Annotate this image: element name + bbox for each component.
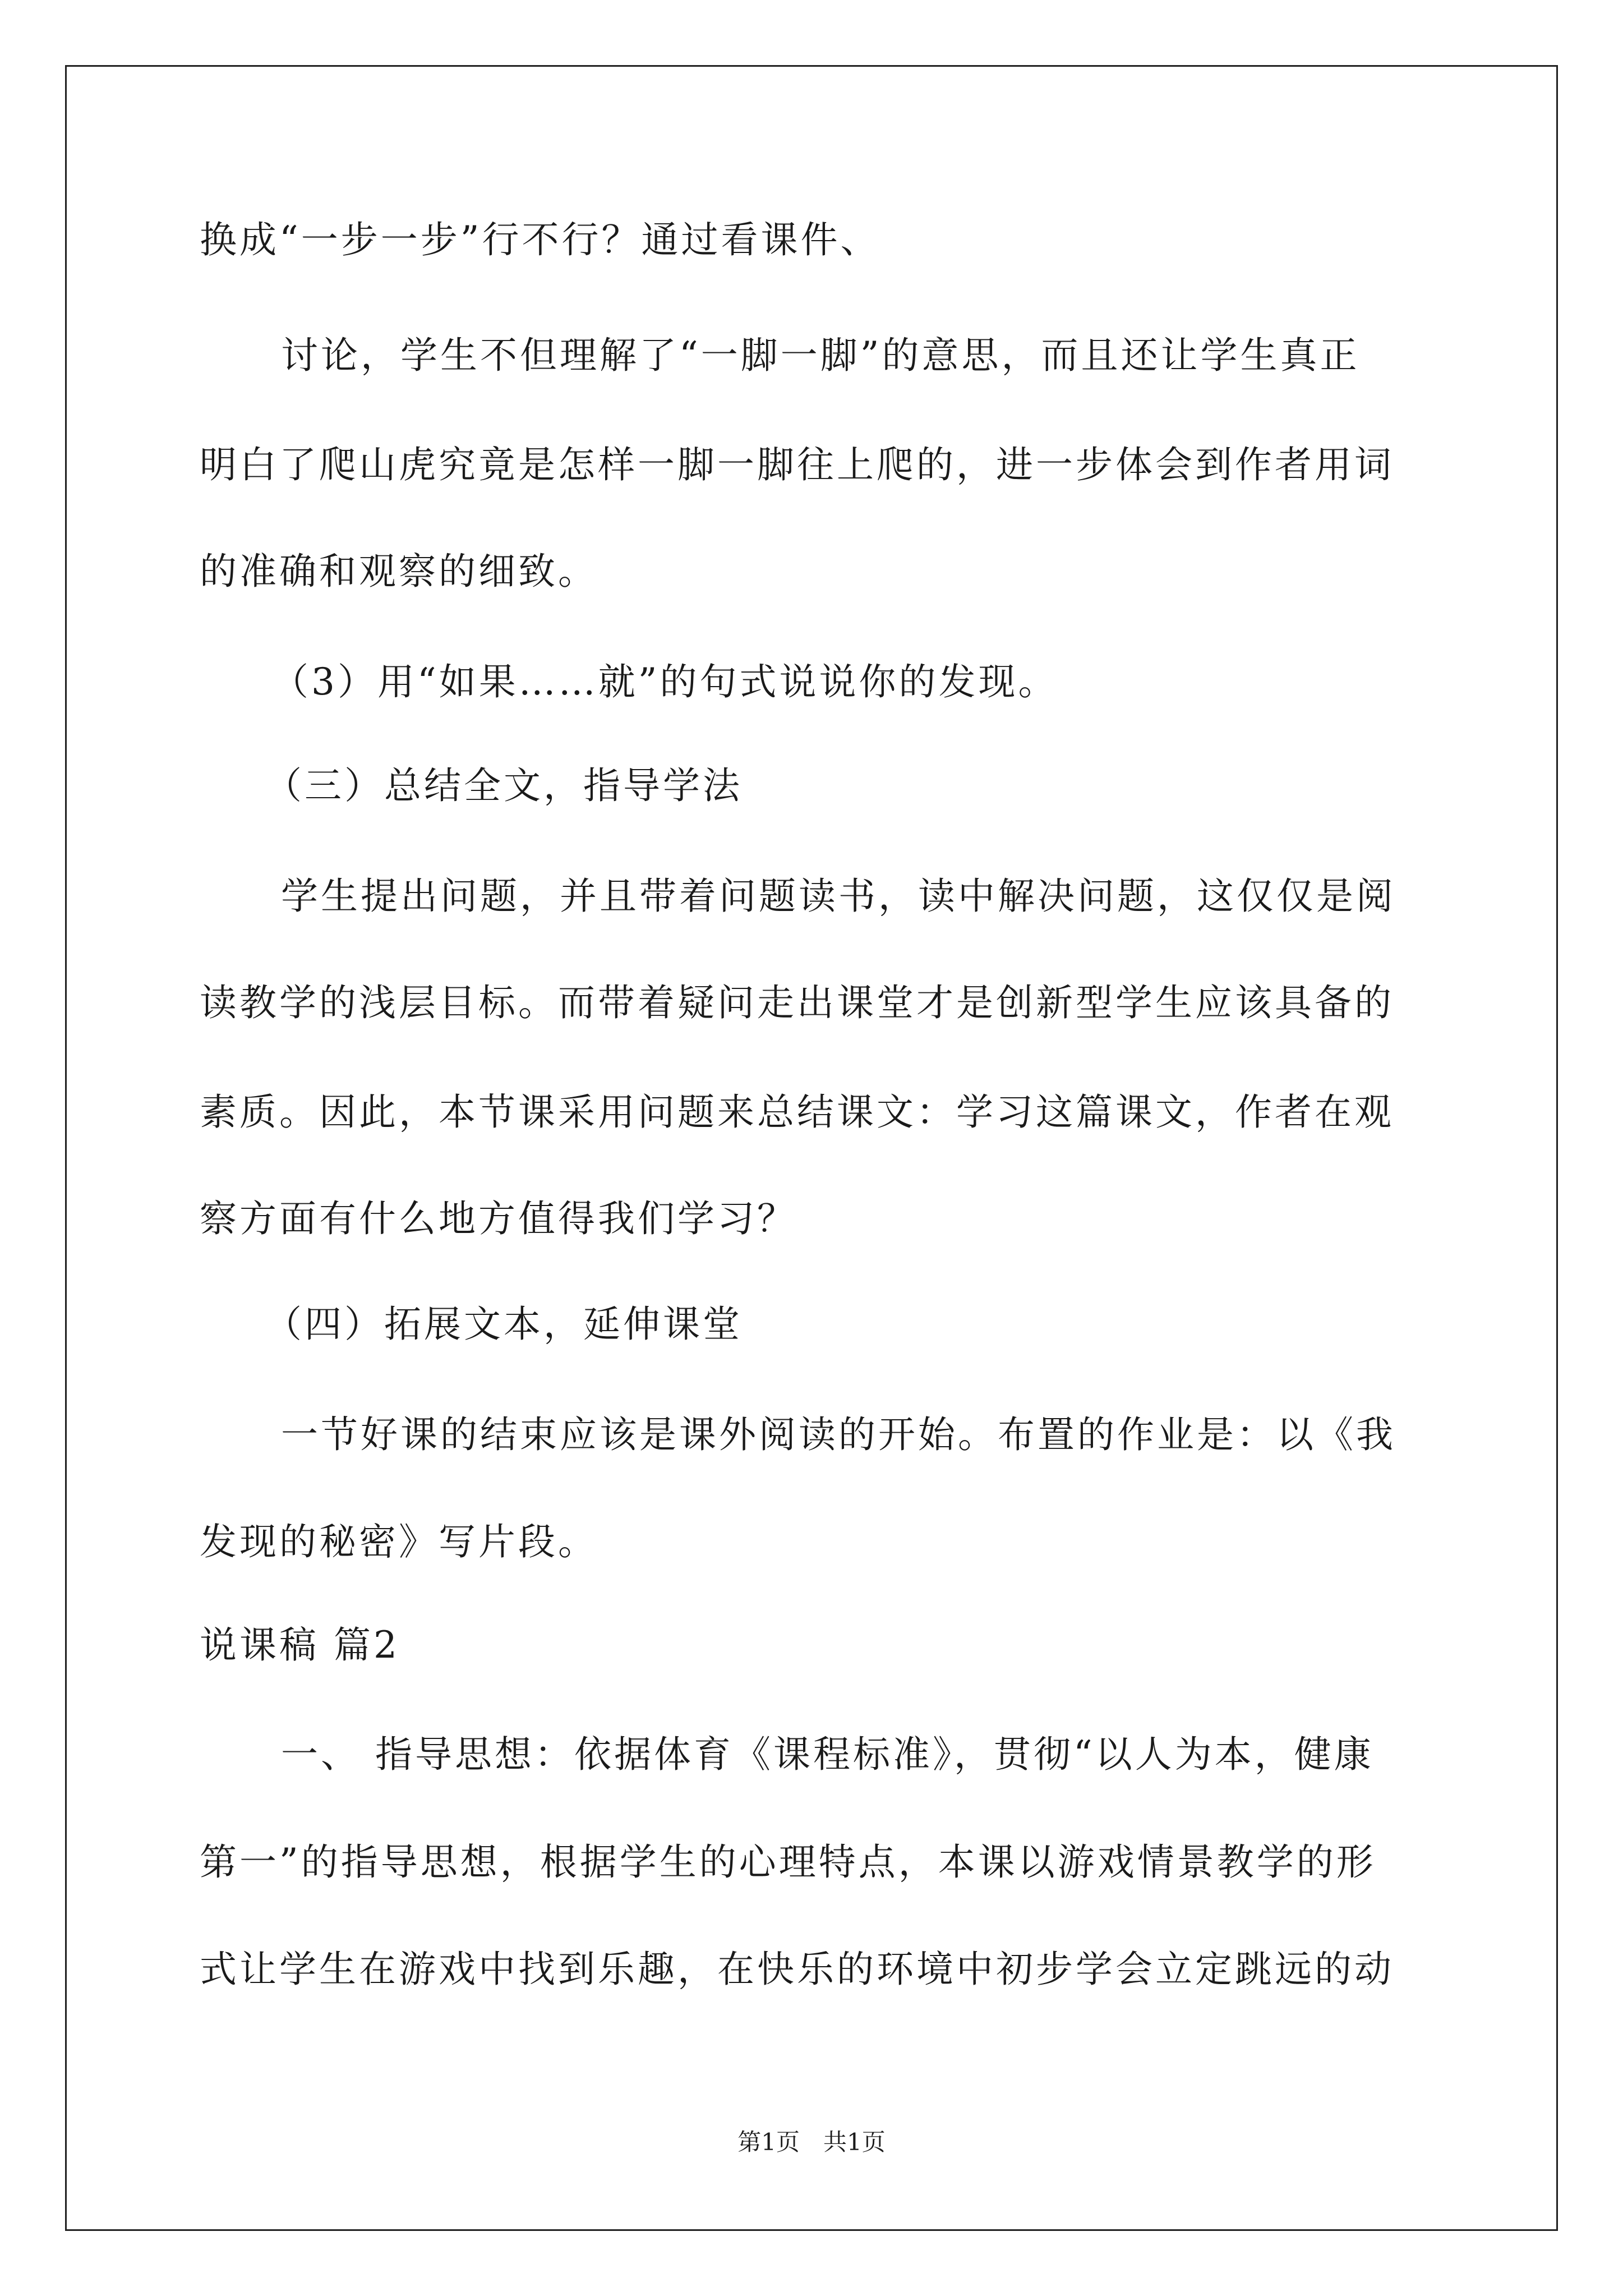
document-title: 说课稿 篇2 xyxy=(200,1623,400,1667)
text-line: 察方面有什么地方值得我们学习？ xyxy=(200,1197,797,1240)
text-line: 发现的秘密》写片段。 xyxy=(200,1520,598,1563)
text-line: 学生提出问题，并且带着问题读书，读中解决问题，这仅仅是阅 xyxy=(281,875,1396,918)
page-border xyxy=(65,65,1558,2231)
text-line: 素质。因此，本节课采用问题来总结课文：学习这篇课文，作者在观 xyxy=(200,1091,1394,1134)
text-line: 式让学生在游戏中找到乐趣，在快乐的环境中初步学会立定跳远的动 xyxy=(200,1948,1394,1991)
text-line: 换成“一步一步”行不行？通过看课件、 xyxy=(200,218,880,261)
text-line: 一、 指导思想：依据体育《课程标准》，贯彻“以人为本，健康 xyxy=(281,1733,1374,1776)
page-number-footer: 第1页 共1页 xyxy=(737,2128,886,2156)
section-heading: （三）总结全文，指导学法 xyxy=(265,764,743,807)
section-heading: （四）拓展文本，延伸课堂 xyxy=(265,1303,743,1346)
text-line: 读教学的浅层目标。而带着疑问走出课堂才是创新型学生应该具备的 xyxy=(200,981,1394,1024)
text-line: 的准确和观察的细致。 xyxy=(200,550,598,593)
text-line: 第一”的指导思想，根据学生的心理特点，本课以游戏情景教学的形 xyxy=(200,1841,1376,1884)
text-line: 明白了爬山虎究竟是怎样一脚一脚往上爬的，进一步体会到作者用词 xyxy=(200,443,1394,486)
text-line: 一节好课的结束应该是课外阅读的开始。布置的作业是：以《我 xyxy=(281,1413,1396,1456)
text-line: （3）用“如果……就”的句式说说你的发现。 xyxy=(271,660,1058,703)
text-line: 讨论，学生不但理解了“一脚一脚”的意思，而且还让学生真正 xyxy=(281,334,1360,377)
